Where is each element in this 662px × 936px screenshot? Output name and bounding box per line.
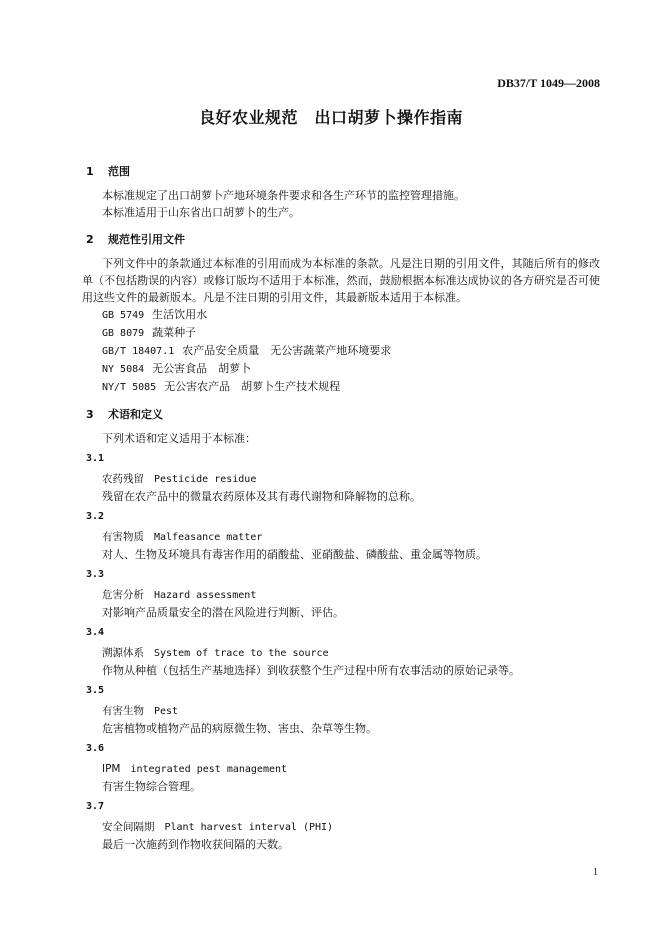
reference-code: NY 5084 (102, 364, 145, 375)
section-number: 2 (86, 233, 94, 246)
term-name (82, 703, 600, 720)
term-name (82, 819, 600, 836)
section-number: 1 (86, 165, 94, 178)
term-number: 3.4 (86, 627, 105, 638)
term-en: Hazard assessment (154, 590, 257, 601)
reference-item (82, 306, 600, 324)
term-zh: 溯源体系 (102, 647, 144, 659)
reference-code: GB/T 18407.1 (102, 346, 175, 357)
term-name (82, 761, 600, 778)
term-en: Plant harvest interval (PHI) (164, 822, 334, 833)
section-title: 范围 (108, 165, 130, 178)
term-zh: 农药残留 (102, 473, 144, 485)
reference-item (82, 324, 600, 342)
term-zh: IPM (102, 763, 121, 775)
section-3-heading (82, 406, 600, 423)
reference-code: GB 8079 (102, 328, 145, 339)
section-title: 规范性引用文件 (108, 233, 185, 246)
paragraph: 本标准规定了出口胡萝卜产地环境条件要求和各生产环节的监控管理措施。 (102, 189, 465, 202)
reference-code: GB 5749 (102, 310, 145, 321)
standard-code: DB37/T 1049—2008 (497, 76, 600, 90)
term-en: Pest (154, 706, 179, 717)
reference-item (82, 360, 600, 378)
document-title: 良好农业规范 出口胡萝卜操作指南 (198, 108, 463, 127)
term-definition: 残留在农产品中的微量农药原体及其有毒代谢物和降解物的总称。 (102, 490, 421, 503)
section-2-heading (82, 231, 600, 248)
term-definition: 对人、生物及环境具有毒害作用的硝酸盐、亚硝酸盐、磷酸盐、重金属等物质。 (102, 548, 487, 561)
term-definition: 有害生物综合管理。 (102, 780, 201, 793)
term-zh: 有害物质 (102, 531, 144, 543)
page-number: 1 (593, 867, 598, 878)
term-zh: 危害分析 (102, 589, 144, 601)
term-en: Pesticide residue (154, 474, 257, 485)
paragraph: 本标准适用于山东省出口胡萝卜的生产。 (102, 206, 300, 219)
reference-title: 生活饮用水 (152, 308, 208, 321)
reference-item (82, 378, 600, 396)
term-zh: 安全间隔期 (102, 821, 155, 833)
term-name (82, 471, 600, 488)
reference-title: 蔬菜种子 (152, 326, 197, 339)
document-body (82, 163, 600, 853)
term-number: 3.5 (86, 685, 105, 696)
section-1-heading (82, 163, 600, 180)
term-name (82, 529, 600, 546)
term-number: 3.7 (86, 801, 105, 812)
reference-title: 农产品安全质量 无公害蔬菜产地环境要求 (182, 344, 392, 357)
reference-code: NY/T 5085 (102, 382, 157, 393)
term-name (82, 587, 600, 604)
term-name (82, 645, 600, 662)
term-definition: 作物从种植（包括生产基地选择）到收获整个生产过程中所有农事活动的原始记录等。 (102, 664, 520, 677)
term-definition: 危害植物或植物产品的病原微生物、害虫、杂草等生物。 (102, 722, 377, 735)
section-title: 术语和定义 (108, 408, 163, 421)
term-number: 3.2 (86, 511, 105, 522)
term-en: System of trace to the source (154, 648, 329, 659)
term-number: 3.6 (86, 743, 105, 754)
reference-title: 无公害食品 胡萝卜 (152, 362, 252, 375)
section-number: 3 (86, 408, 94, 421)
term-en: Malfeasance matter (154, 532, 263, 543)
term-en: integrated pest management (130, 764, 288, 775)
term-number: 3.3 (86, 569, 105, 580)
reference-title: 无公害农产品 胡萝卜生产技术规程 (164, 380, 341, 393)
term-definition: 对影响产品质量安全的潜在风险进行判断、评估。 (102, 606, 344, 619)
reference-item (82, 342, 600, 360)
term-zh: 有害生物 (102, 705, 144, 717)
paragraph: 下列术语和定义适用于本标准： (102, 432, 256, 445)
term-definition: 最后一次施药到作物收获间隔的天数。 (102, 838, 289, 851)
paragraph: 下列文件中的条款通过本标准的引用而成为本标准的条款。凡是注日期的引用文件，其随后所有的修改单（不包括勘误的内容）或修订版均不适用于本标准，然而，鼓励根据本标准达成协议的各方研究是否可使用这些文件的最新版本。凡是不注日期的引用文件，其最新版本适用于本标准。 (82, 257, 600, 304)
term-number: 3.1 (86, 453, 105, 464)
